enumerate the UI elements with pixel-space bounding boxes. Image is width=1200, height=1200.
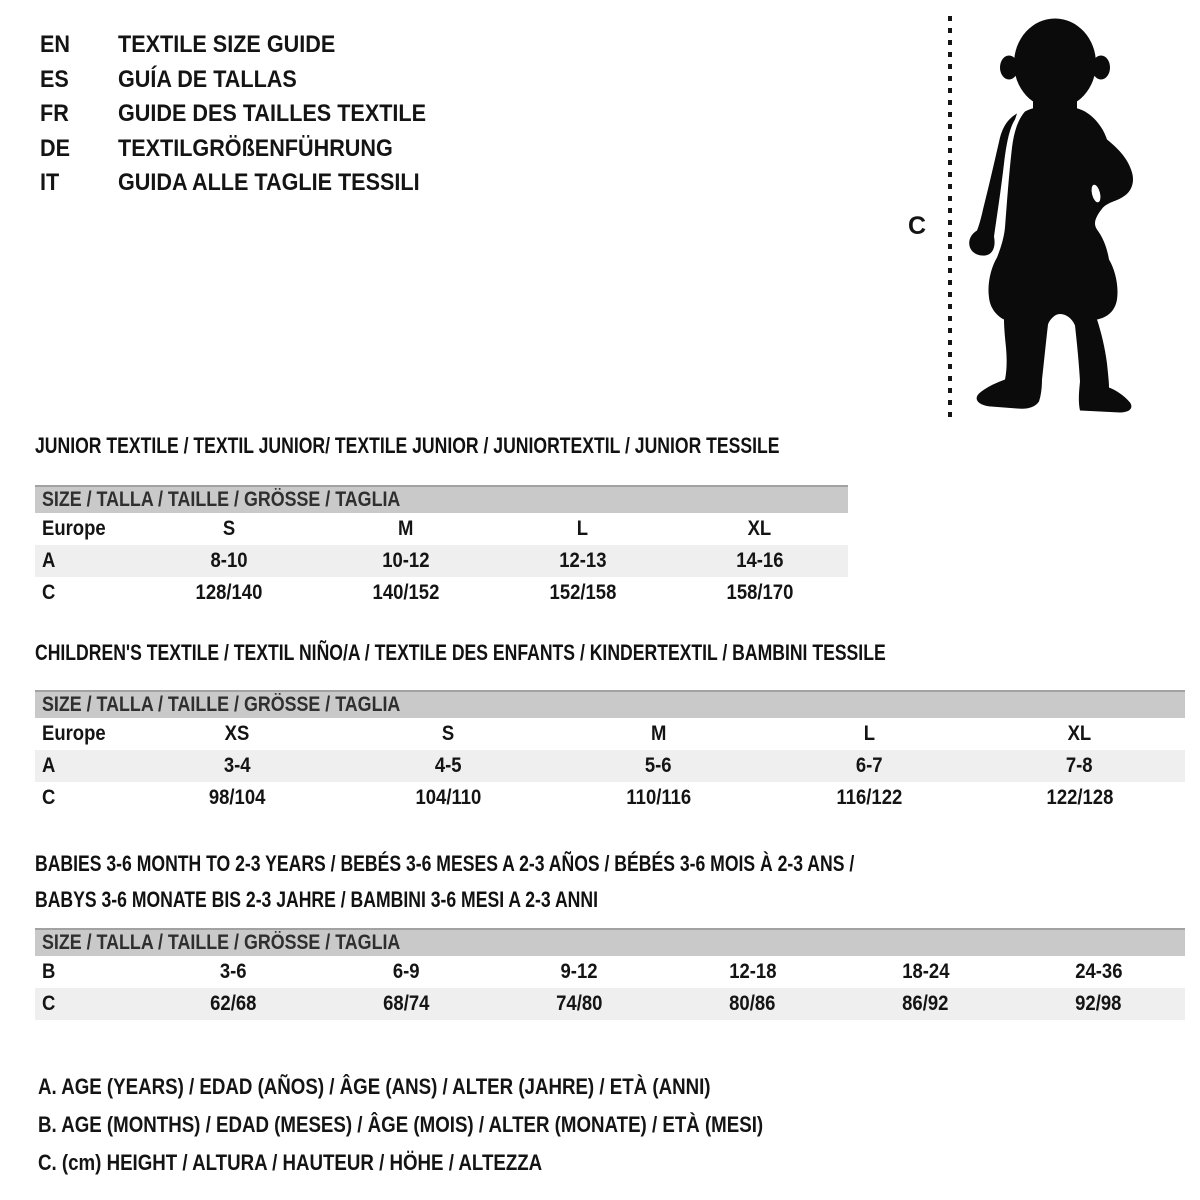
row-label: A [42,549,56,572]
legend-line-c: C. (cm) HEIGHT / ALTURA / HAUTEUR / HÖHE / ALTEZZA [38,1150,543,1175]
babies-title-line2: BABYS 3-6 MONATE BIS 2-3 JAHRE / BAMBINI 3-6 MESI A 2-3 ANNI [35,887,598,912]
months-cell: 18-24 [901,960,950,983]
lang-code-it: IT [40,169,60,196]
children-size-header-bar: SIZE / TALLA / TAILLE / GRÖSSE / TAGLIA [35,690,1185,718]
months-cell: 9-12 [561,960,598,983]
junior-section-title: JUNIOR TEXTILE / TEXTIL JUNIOR/ TEXTILE JUNIOR / JUNIORTEXTIL / JUNIOR TESSILE [35,433,780,458]
months-cell: 6-9 [393,960,420,983]
babies-section-title [35,846,1185,918]
height-cell: 152/158 [549,581,617,604]
age-cell: 4-5 [434,754,462,777]
lang-label-en: TEXTILE SIZE GUIDE [118,31,336,58]
legend-line-a: A. AGE (YEARS) / EDAD (AÑOS) / ÂGE (ANS) / ALTER (JAHRE) / ETÀ (ANNI) [38,1074,711,1099]
age-cell: 5-6 [645,754,672,777]
height-measure-label: C [908,212,927,240]
table-row-europe [35,513,848,545]
silhouette-ear-left [1000,56,1018,80]
row-label: Europe [42,517,106,540]
row-label: B [42,960,56,983]
table-row-height [35,988,1185,1020]
junior-textile-section [35,433,848,609]
height-cell: 122/128 [1046,786,1114,809]
lang-code-en: EN [40,31,71,58]
height-cell: 104/110 [414,786,481,809]
row-label: A [42,754,56,777]
babies-size-table [35,956,1185,1020]
age-cell: 3-4 [223,754,251,777]
age-cell: 14-16 [735,549,784,572]
toddler-silhouette-icon [963,14,1138,417]
junior-size-header-bar: SIZE / TALLA / TAILLE / GRÖSSE / TAGLIA [35,485,848,513]
babies-textile-section [35,846,1185,1020]
lang-code-de: DE [40,134,71,162]
junior-size-table [35,513,848,609]
height-cell: 116/122 [836,786,902,809]
babies-size-header-bar: SIZE / TALLA / TAILLE / GRÖSSE / TAGLIA [35,928,1185,956]
age-cell: 7-8 [1066,754,1094,777]
height-cell: 92/98 [1075,992,1122,1015]
height-cell: 98/104 [209,786,266,809]
table-row-height [35,577,848,609]
size-cell: M [398,517,414,540]
lang-label-es: GUÍA DE TALLAS [118,65,297,93]
height-cell: 62/68 [210,992,257,1015]
lang-label-it: GUIDA ALLE TAGLIE TESSILI [118,169,420,196]
lang-row-es [40,63,460,98]
babies-title-line1: BABIES 3-6 MONTH TO 2-3 YEARS / BEBÉS 3-6 MESES A 2-3 AÑOS / BÉBÉS 3-6 MOIS À 2-3 ANS / [35,851,855,876]
lang-row-en [40,28,460,63]
months-cell: 12-18 [728,960,777,983]
row-label: C [42,581,56,604]
lang-code-fr: FR [40,100,69,127]
age-cell: 8-10 [210,549,248,572]
height-cell: 110/116 [626,786,691,809]
size-cell: S [441,722,455,745]
row-label: Europe [42,722,106,745]
height-cell: 68/74 [383,992,430,1015]
size-cell: XS [224,722,250,745]
table-row-months [35,956,1185,988]
lang-row-fr [40,97,460,132]
row-label: C [42,992,56,1015]
language-title-block [40,28,460,201]
table-row-height [35,782,1185,814]
lang-row-de [40,132,460,167]
age-cell: 10-12 [382,549,430,572]
size-cell: L [577,517,589,540]
size-cell: S [223,517,236,540]
months-cell: 24-36 [1074,960,1123,983]
months-cell: 3-6 [220,960,247,983]
height-cell: 158/170 [726,581,794,604]
lang-label-fr: GUIDE DES TAILLES TEXTILE [118,100,427,127]
size-cell: XL [1067,722,1092,745]
table-row-age [35,545,848,577]
legend-line-b: B. AGE (MONTHS) / EDAD (MESES) / ÂGE (MOIS) / ALTER (MONATE) / ETÀ (MESI) [38,1112,764,1137]
table-row-age [35,750,1185,782]
size-cell: XL [747,517,772,540]
children-size-table [35,718,1185,814]
table-row-europe [35,718,1185,750]
row-label: C [42,786,56,809]
height-cell: 80/86 [729,992,776,1015]
height-cell: 74/80 [556,992,603,1015]
height-cell: 140/152 [372,581,440,604]
children-section-title: CHILDREN'S TEXTILE / TEXTIL NIÑO/A / TEXTILE DES ENFANTS / KINDERTEXTIL / BAMBINI TESSILE [35,640,886,665]
age-cell: 6-7 [855,754,883,777]
height-measure-dashed-line [948,16,952,418]
lang-label-de: TEXTILGRÖßENFÜHRUNG [118,134,393,162]
children-textile-section [35,640,1185,814]
height-cell: 86/92 [902,992,949,1015]
legend-block [38,1068,891,1182]
age-cell: 12-13 [559,549,607,572]
silhouette-ear-right [1092,56,1110,80]
lang-row-it [40,166,460,201]
size-cell: L [863,722,875,745]
height-cell: 128/140 [195,581,263,604]
lang-code-es: ES [40,65,69,93]
size-cell: M [650,722,667,745]
